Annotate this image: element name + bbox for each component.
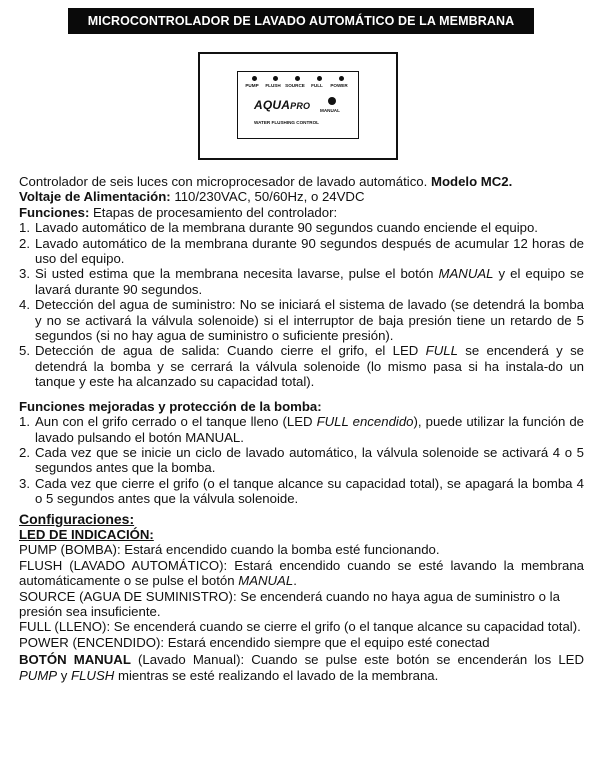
list-item: 1. Lavado automático de la membrana durante 90 segundos cuando enciende el equipo. xyxy=(19,220,538,236)
list-item: 3. Cada vez que cierre el grifo (o el tanque alcance su capacidad total), se apagará la bomba 4 o 5 segundos antes que la válvula solenoide. xyxy=(19,475,584,507)
list-item: 2. Cada vez que se inicie un ciclo de lavado automático, la válvula solenoide se activará 4 o 5 segundos antes que la bomba. xyxy=(19,444,584,476)
led-dot-icon xyxy=(252,76,257,81)
controller-illustration xyxy=(198,52,398,160)
mejoradas-heading: Funciones mejoradas y protección de la bomba: xyxy=(19,398,322,414)
panel-label: WATER FLUSHING CONTROL xyxy=(254,120,319,125)
led-heading: LED DE INDICACIÓN: xyxy=(19,526,154,542)
document-body xyxy=(19,174,584,683)
led-dot-icon xyxy=(339,76,344,81)
page-title: MICROCONTROLADOR DE LAVADO AUTOMÁTICO DE LA MEMBRANA xyxy=(68,8,534,34)
brand-logo: AQUAPRO xyxy=(254,98,311,112)
manual-button-icon xyxy=(328,97,336,105)
manual-button-desc: BOTÓN MANUAL (Lavado Manual): Cuando se pulse este botón se encenderán los LED PUMP y FLUSH mientras se esté realizando el lavado de la membrana. xyxy=(19,652,584,683)
led-flush: FLUSH xyxy=(265,76,285,88)
led-row xyxy=(244,76,354,98)
led-full: FULL xyxy=(309,76,329,88)
led-dot-icon xyxy=(273,76,278,81)
pump-desc: PUMP (BOMBA): Estará encendido cuando la bomba esté funcionando. xyxy=(19,542,440,558)
controller-panel xyxy=(237,71,359,139)
led-pump: PUMP xyxy=(244,76,264,88)
full-desc: FULL (LLENO): Se encenderá cuando se cierre el grifo (o el tanque alcance su capacidad total). xyxy=(19,619,581,635)
led-source: SOURCE xyxy=(287,76,307,88)
manual-label: MANUAL xyxy=(320,108,340,113)
led-power: POWER xyxy=(331,76,351,88)
list-item: 4. Detección del agua de suministro: No se iniciará el sistema de lavado (se detendrá la bomba y no se activará la válvula solenoide) si el interruptor de baja presión tiene un retardo de 5 segundos (si no hay agua de suministro o suficiente presión). xyxy=(19,297,584,344)
power-desc: POWER (ENCENDIDO): Estará encendido siempre que el equipo esté conectad xyxy=(19,634,490,650)
flush-desc: FLUSH (LAVADO AUTOMÁTICO): Estará encendido cuando se esté lavando la membrana automáticamente o se pulse el botón MANUAL. xyxy=(19,557,584,589)
config-heading: Configuraciones: xyxy=(19,510,135,527)
source-desc: SOURCE (AGUA DE SUMINISTRO): Se encenderá cuando no haya agua de suministro o la presión sea insuficiente. xyxy=(19,588,560,619)
list-item: 3. Si usted estima que la membrana necesita lavarse, pulse el botón MANUAL y el equipo se lavará durante 90 segundos. xyxy=(19,266,584,297)
list-item: 2. Lavado automático de la membrana durante 90 segundos después de acumular 12 horas de uso del equipo. xyxy=(19,235,584,267)
list-item: 5. Detección de agua de salida: Cuando cierre el grifo, el LED FULL se encenderá y se detendrá la bomba y se cerrará la válvula solenoide (lo mismo pasa si ha instala-do un tanque y este ha alcanzado su capacidad total). xyxy=(19,343,584,390)
funciones-heading: Funciones: Etapas de procesamiento del controlador: xyxy=(19,204,338,220)
list-item: 1. Aun con el grifo cerrado o el tanque lleno (LED FULL encendido), puede utilizar la función de lavado pulsando el botón MANUAL. xyxy=(19,414,584,445)
voltage-line: Voltaje de Alimentación: 110/230VAC, 50/60Hz, o 24VDC xyxy=(19,189,365,205)
led-dot-icon xyxy=(295,76,300,81)
led-dot-icon xyxy=(317,76,322,81)
intro-line: Controlador de seis luces con microprocesador de lavado automático. Modelo MC2. xyxy=(19,174,513,189)
